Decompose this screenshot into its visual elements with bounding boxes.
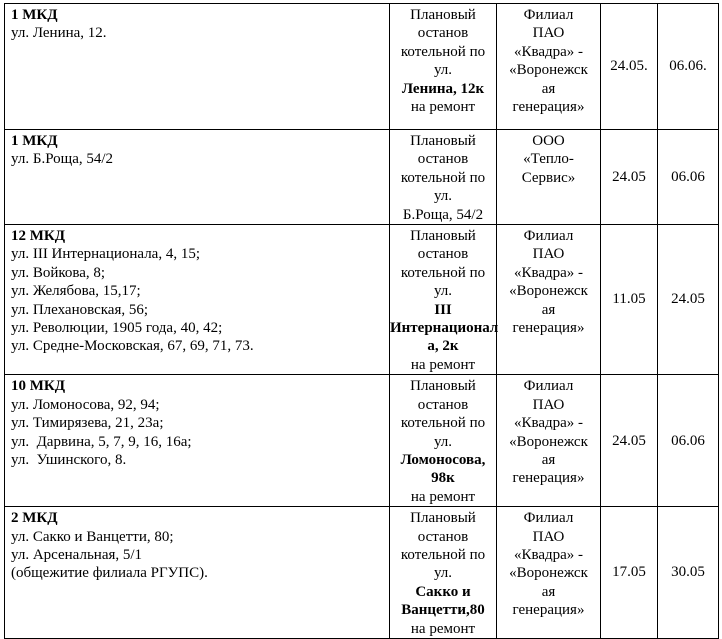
reason-text: Плановый — [410, 228, 476, 245]
table-row — [5, 4, 719, 130]
building-count: 2 МКД — [11, 510, 58, 527]
reason-text: на ремонт — [410, 620, 476, 637]
reason-cell — [390, 225, 497, 375]
reason-text: на ремонт — [410, 356, 476, 373]
end-date: 06.06 — [658, 130, 719, 225]
table-row — [5, 507, 719, 639]
organization-text: генерация» — [512, 602, 585, 619]
table-row — [5, 130, 719, 225]
reason-text: Плановый — [410, 510, 476, 527]
building-count: 12 МКД — [11, 228, 66, 245]
organization-text: «Тепло- — [523, 151, 574, 168]
reason-text: останов — [417, 528, 469, 545]
street-address: ул. Желябова, 15,17; — [11, 283, 141, 300]
address-cell — [5, 375, 390, 507]
organization-cell — [497, 4, 601, 130]
table-row — [5, 225, 719, 375]
organization-text: «Квадра» - — [513, 546, 584, 563]
organization-text: «Воронежск — [509, 433, 588, 450]
boiler-address: Ломоносова, — [400, 451, 486, 468]
boiler-address: а, 2к — [427, 338, 459, 355]
organization-text: ПАО — [532, 25, 565, 42]
reason-cell — [390, 375, 497, 507]
address-cell — [5, 225, 390, 375]
boiler-address: Ванцетти,80 — [401, 602, 485, 619]
organization-text: Филиал — [523, 378, 574, 395]
reason-text: котельной по ул. — [400, 546, 486, 582]
boiler-address: Сакко и — [415, 583, 471, 600]
street-address: ул. Ленина, 12. — [11, 25, 107, 42]
building-count: 1 МКД — [11, 133, 58, 149]
reason-text: котельной по ул. — [400, 415, 486, 450]
organization-text: «Квадра» - — [513, 415, 584, 432]
organization-text: «Воронежск — [509, 565, 588, 582]
street-address: ул. Войкова, 8; — [11, 264, 106, 281]
start-date: 24.05 — [601, 130, 658, 225]
organization-cell — [497, 225, 601, 375]
building-count: 10 МКД — [11, 378, 66, 395]
street-address: ул. Арсенальная, 5/1 — [11, 546, 143, 563]
street-address: ул. Революции, 1905 года, 40, 42; — [11, 320, 223, 337]
organization-text: «Воронежск — [509, 283, 588, 300]
organization-text: ПАО — [532, 246, 565, 263]
reason-text: Б.Роща, 54/2 — [402, 206, 484, 223]
street-address: ул. Дарвина, 5, 7, 9, 16, 16а; — [11, 433, 192, 450]
reason-text: котельной по ул. — [400, 169, 486, 205]
street-address: ул. Тимирязева, 21, 23а; — [11, 415, 164, 432]
reason-text: Плановый — [410, 7, 476, 23]
reason-text: котельной по ул. — [400, 43, 486, 79]
reason-cell — [390, 4, 497, 130]
start-date: 17.05 — [601, 507, 658, 639]
street-address: ул. III Интернационала, 4, 15; — [11, 246, 201, 263]
boiler-address: III — [434, 301, 452, 318]
organization-text: ая — [541, 80, 556, 97]
organization-text: генерация» — [512, 320, 585, 337]
organization-text: ая — [541, 583, 556, 600]
address-cell — [5, 130, 390, 225]
organization-text: ООО — [532, 133, 565, 149]
organization-cell — [497, 375, 601, 507]
organization-text: «Квадра» - — [513, 43, 584, 60]
boiler-address: 98к — [431, 470, 455, 487]
organization-text: ая — [541, 301, 556, 318]
address-cell — [5, 507, 390, 639]
address-cell — [5, 4, 390, 130]
building-count: 1 МКД — [11, 7, 58, 23]
end-date: 06.06. — [658, 4, 719, 130]
reason-text: останов — [417, 396, 469, 413]
reason-text: на ремонт — [410, 488, 476, 505]
organization-text: Сервис» — [521, 169, 576, 186]
organization-text: ПАО — [532, 396, 565, 413]
outage-table — [4, 3, 719, 639]
reason-text: котельной по ул. — [400, 264, 486, 300]
reason-text: Плановый — [410, 378, 476, 395]
street-address: ул. Сакко и Ванцетти, 80; — [11, 528, 174, 545]
organization-text: генерация» — [512, 470, 585, 487]
start-date: 24.05 — [601, 375, 658, 507]
street-address: ул. Плехановская, 56; — [11, 301, 149, 318]
organization-text: Филиал — [523, 510, 574, 527]
end-date: 06.06 — [658, 375, 719, 507]
reason-cell — [390, 130, 497, 225]
reason-text: останов — [417, 25, 469, 42]
organization-text: Филиал — [523, 7, 574, 23]
end-date: 24.05 — [658, 225, 719, 375]
organization-text: ПАО — [532, 528, 565, 545]
street-address: ул. Ушинского, 8. — [11, 451, 127, 468]
reason-text: останов — [417, 246, 469, 263]
organization-text: «Воронежск — [509, 62, 588, 79]
reason-cell — [390, 507, 497, 639]
organization-cell — [497, 130, 601, 225]
organization-cell — [497, 507, 601, 639]
end-date: 30.05 — [658, 507, 719, 639]
start-date: 11.05 — [601, 225, 658, 375]
reason-text: Плановый — [410, 133, 476, 149]
street-address: ул. Средне-Московская, 67, 69, 71, 73. — [11, 338, 254, 355]
organization-text: «Квадра» - — [513, 264, 584, 281]
organization-text: генерация» — [512, 99, 585, 116]
organization-text: Филиал — [523, 228, 574, 245]
street-address: ул. Ломоносова, 92, 94; — [11, 396, 160, 413]
boiler-address: Интернационал — [390, 320, 499, 337]
reason-text: останов — [417, 151, 469, 168]
street-address: ул. Б.Роща, 54/2 — [11, 151, 114, 168]
street-address: (общежитие филиала РГУПС). — [11, 565, 208, 582]
organization-text: ая — [541, 451, 556, 468]
start-date: 24.05. — [601, 4, 658, 130]
reason-text: на ремонт — [410, 99, 476, 116]
table-row — [5, 375, 719, 507]
boiler-address: Ленина, 12к — [401, 80, 485, 97]
